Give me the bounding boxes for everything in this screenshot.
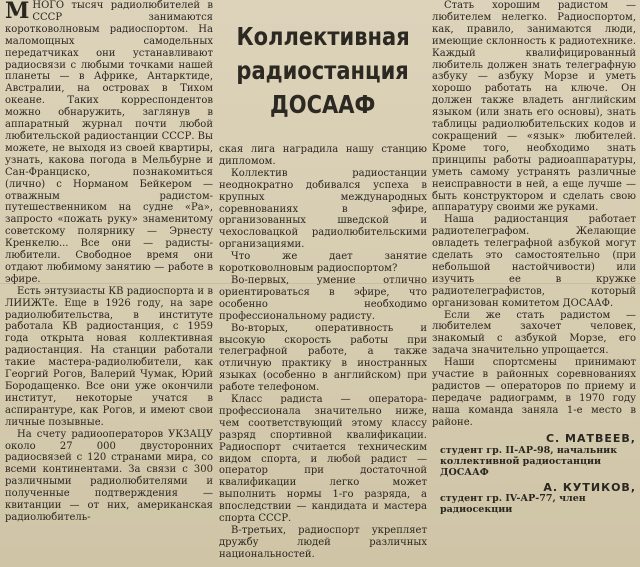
drop-cap: М <box>5 0 30 24</box>
paragraph: Наша радиостанция работает радиотелеграфом. Желающие овладеть телеграфной азбукой могут сделать это самостоятельно (при небольшой настойчивости) или изучить ее в кружке радиотелеграфистов, который организован комитетом ДОСААФ. <box>432 214 636 309</box>
paragraph: Стать хорошим радистом — любителем нелегко. Радиоспортом, как, правило, занимаются люди, имеющие склонность к радиотехнике. Каждый квалифицированный любитель должен знать телеграфную азбуку — азбуку Морзе и уметь хорошо работать на ключе. Он должен также владеть английским языком (или знать его основы), знать таблицы радиолюбительских кодов и сокращений — «язык» любителей. Кроме того, необходимо знать принципы работы радиоаппаратуры, уметь самому устранять различные неисправности в ней, а еще лучше — быть конструктором и сделать свою аппаратуру своими же руками. <box>432 0 636 214</box>
author-name: С. МАТВЕЕВ, <box>545 431 636 445</box>
headline-line-1: Коллективная <box>236 22 410 51</box>
paragraph: Что же дает занятие коротковолновым радиоспортом? <box>219 251 427 275</box>
paragraph: Наши спортсмены принимают участие в районных соревнованиях радистов — операторов по приему и передаче радиограмм, в 1970 году наша команда заняла 1-е место в районе. <box>432 357 636 428</box>
paragraph: Коллектив радиостанции неоднократно добивался успеха в крупных международных соревнованиях в эфире, организованных шведской и чехословацкой радиолюбительскими организациями. <box>219 167 427 251</box>
article-headline <box>219 4 427 138</box>
paragraph: Во-первых, умение отлично ориентироваться в эфире, что особенно необходимо профессиональному радисту. <box>219 274 427 322</box>
author-signature-2 <box>432 482 636 516</box>
author-name: А. КУТИКОВ, <box>543 480 636 494</box>
paragraph: На счету радиооператоров УК3АЦУ около 27 000 двусторонних радиосвязей с 120 странами мира, со всеми континентами. За связи с 300 различными радиолюбителями и полученные подтверждения — квитанции — от них, американская радиолюбитель- <box>5 428 213 523</box>
paragraph: Класс радиста — оператора-профессионала значительно ниже, чем соответствующий этому классу разряд спортивной квалификации. Радиоспорт считается техническим видом спорта, и любой радист — оператор при достаточной квалификации легко может выполнить нормы 1-го разряда, а впоследствии — кандидата и мастера спорта СССР. <box>219 394 427 525</box>
paragraph: ская лига наградила нашу станцию дипломом. <box>219 144 427 167</box>
author-signature-1 <box>432 433 636 478</box>
author-role: студент гр. IV-АР-77, член радиосекции <box>440 493 586 516</box>
text-column-2 <box>219 144 427 567</box>
paragraph: НОГО тысяч радиолюбителей в СССР занимаются коротковолновым радиоспортом. На маломощных самодельных передатчиках они устанавливают радиосвязи с любыми точками нашей планеты — в Африке, Антарктиде, Австралии, на островах в Тихом океане. Таких корреспондентов можно обнаружить, заглянув в аппаратный журнал почти любой любительской радиостанции СССР. Вы можете, не выходя из своей квартиры, узнать, какова погода в Мельбурне и Сан-Франциско, познакомиться (лично) с Норманом Бейкером — отважным радистом-путешественником на судне «Ра», запросто «пожать руку» знаменитому советскому полярнику — Эрнесту Кренкелю... Все они — радисты-любители. Свободное время они отдают любимому занятию — работе в эфире. <box>5 0 213 285</box>
author-role: студент гр. II-АР-98, начальник коллективной радиостанции ДОСААФ <box>440 444 618 478</box>
paragraph: В-третьих, радиоспорт укрепляет дружбу людей различных национальностей. <box>219 525 427 560</box>
headline-line-3: ДОСААФ <box>270 90 376 119</box>
paragraph: Есть энтузиасты КВ радиоспорта и в ЛИИЖТе. Еще в 1926 году, на заре радиолюбительства, в институте работала КВ радиостанция, с 1959 года открыта новая коллективная радиостанция. На станции работали такие мастера-радиолюбители, как Георгий Рогов, Валерий Чумак, Юрий Бородащенко. Все они уже окончили институт, некоторые учатся в аспирантуре, как Рогов, и имеют свои личные позывные. <box>5 285 213 428</box>
headline-line-2: радиостанция <box>236 56 410 85</box>
paragraph: Во-вторых, оперативность и высокую скорость работы при телеграфной работе, а также отличную практику в иностранных языках (особенно в английском) при работе телефоном. <box>219 322 427 394</box>
paper-fold-line <box>0 283 640 284</box>
paragraph: Если же стать радистом — любителем захочет человек, знакомый с азбукой Морзе, его задача значительно упрощается. <box>432 309 636 357</box>
